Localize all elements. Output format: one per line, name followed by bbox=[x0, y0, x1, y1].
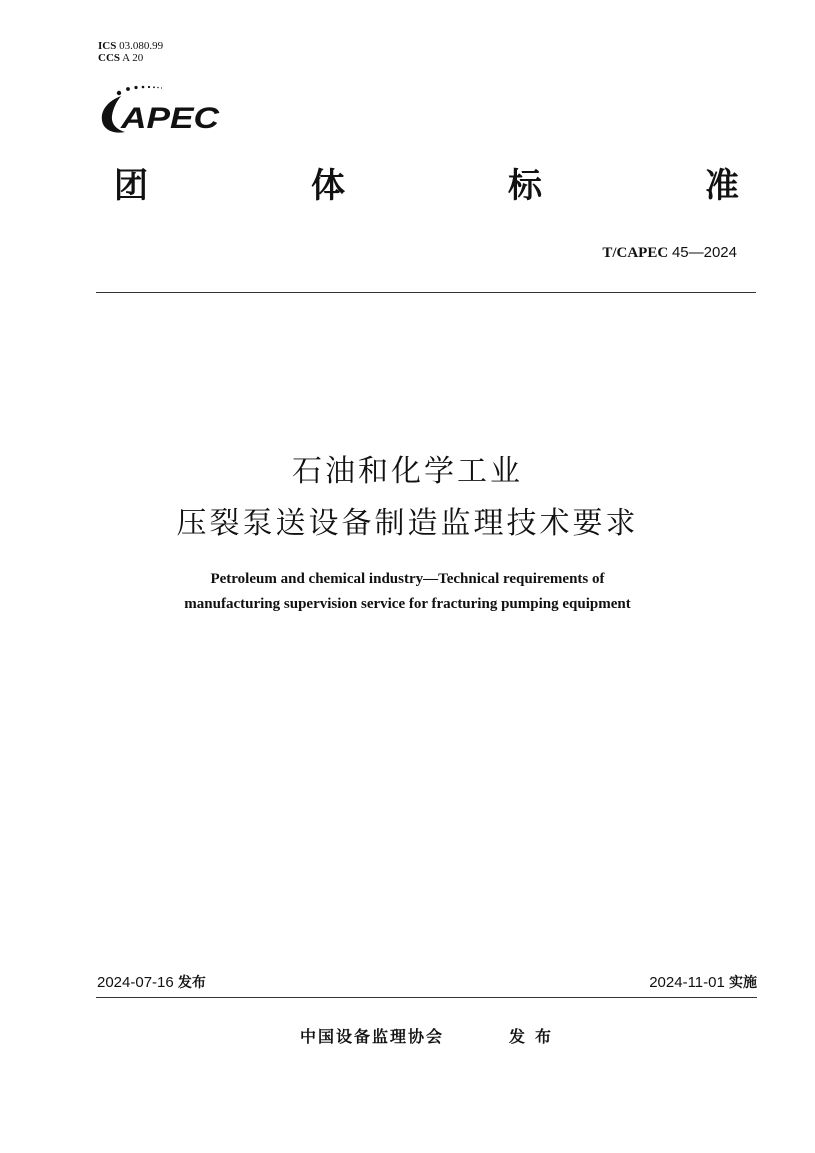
standard-code: 45—2024 bbox=[671, 244, 737, 261]
title-zh-line2: 压裂泵送设备制造监理技术要求 bbox=[176, 506, 639, 541]
logo-text: APEC bbox=[119, 102, 221, 135]
publish-date-line bbox=[97, 972, 206, 992]
ccs-value: A 20 bbox=[122, 52, 144, 64]
implement-word: 实施 bbox=[729, 975, 757, 991]
standard-prefix: T/CAPEC bbox=[602, 245, 669, 261]
implement-date-line bbox=[649, 972, 757, 992]
header-char-1: 团 bbox=[114, 166, 148, 206]
bottom-divider bbox=[96, 997, 757, 998]
implement-date: 2024-11-01 bbox=[649, 974, 725, 991]
title-en-line1: Petroleum and chemical industry—Technical requirements of bbox=[210, 571, 605, 587]
header-char-3: 标 bbox=[508, 166, 542, 206]
ics-line bbox=[98, 40, 163, 52]
header-char-2: 体 bbox=[311, 166, 345, 206]
publish-word: 发布 bbox=[177, 975, 206, 991]
standard-number bbox=[602, 244, 737, 262]
ics-value: 03.080.99 bbox=[119, 40, 164, 52]
header-char-4: 准 bbox=[705, 166, 739, 206]
top-divider bbox=[96, 292, 756, 293]
ics-label: ICS bbox=[98, 40, 117, 52]
issuer-name: 中国设备监理协会 bbox=[300, 1027, 445, 1046]
title-en-line2: manufacturing supervision service for fracturing pumping equipment bbox=[184, 596, 631, 612]
issuer-action: 发布 bbox=[509, 1027, 562, 1046]
capec-logo bbox=[97, 80, 227, 138]
publish-date: 2024-07-16 bbox=[97, 974, 174, 991]
classification-codes bbox=[98, 40, 163, 64]
title-zh-line1: 石油和化学工业 bbox=[292, 454, 523, 489]
ccs-label: CCS bbox=[98, 52, 121, 64]
ccs-line bbox=[98, 52, 163, 64]
